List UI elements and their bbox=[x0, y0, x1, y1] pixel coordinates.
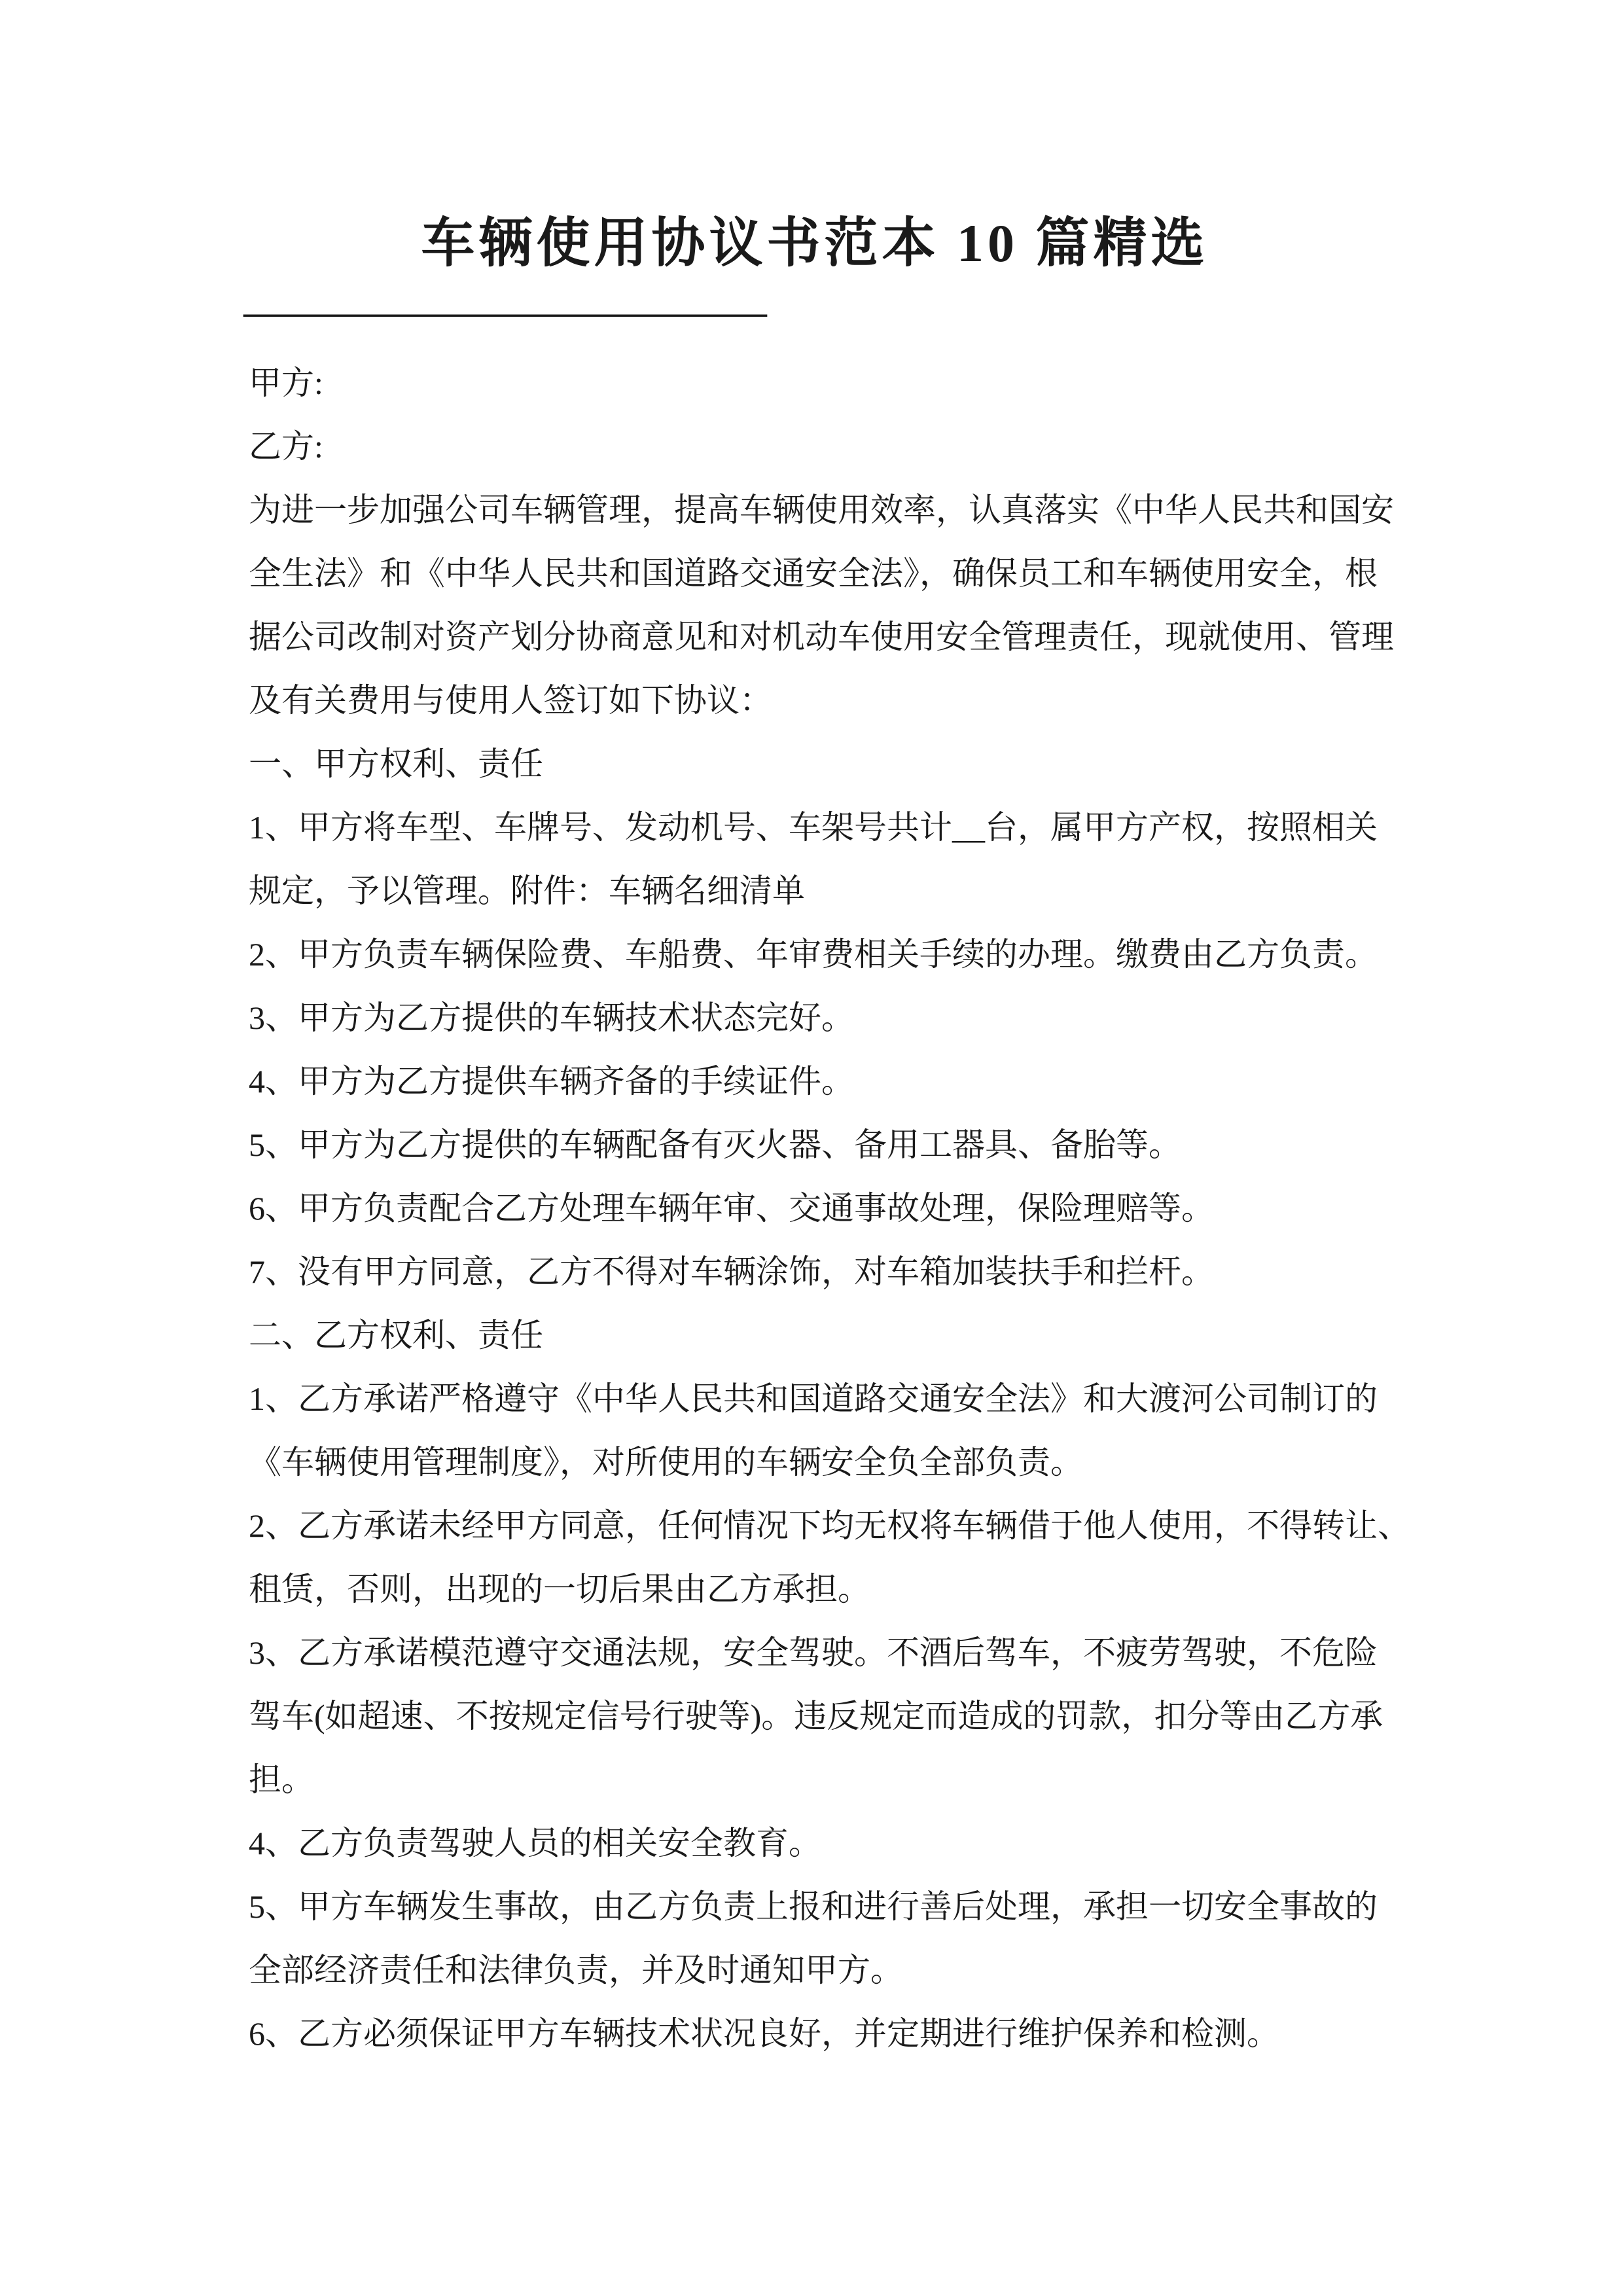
text-line: 担。 bbox=[249, 1761, 314, 1798]
text-line: 3、甲方为乙方提供的车辆技术状态完好。 bbox=[249, 999, 854, 1036]
document-body bbox=[249, 351, 1410, 2066]
text-line: 乙方: bbox=[249, 428, 323, 465]
text-line: 一、甲方权利、责任 bbox=[249, 745, 543, 782]
divider-line: ———————————————— bbox=[243, 294, 767, 331]
text-line: 5、甲方为乙方提供的车辆配备有灭火器、备用工器具、备胎等。 bbox=[249, 1126, 1181, 1163]
text-line: 二、乙方权利、责任 bbox=[249, 1317, 543, 1354]
text-line: 租赁，否则，出现的一切后果由乙方承担。 bbox=[249, 1571, 870, 1607]
text-line: 6、甲方负责配合乙方处理车辆年审、交通事故处理，保险理赔等。 bbox=[249, 1190, 1214, 1227]
text-line: 《车辆使用管理制度》，对所使用的车辆安全负全部负责。 bbox=[249, 1444, 1083, 1480]
text-line: 规定，予以管理。附件：车辆名细清单 bbox=[249, 872, 805, 909]
text-line: 2、甲方负责车辆保险费、车船费、年审费相关手续的办理。缴费由乙方负责。 bbox=[249, 936, 1378, 973]
text-line: 6、乙方必须保证甲方车辆技术状况良好，并定期进行维护保养和检测。 bbox=[249, 2015, 1279, 2052]
text-line: 全部经济责任和法律负责，并及时通知甲方。 bbox=[249, 1952, 903, 1988]
text-line: 4、乙方负责驾驶人员的相关安全教育。 bbox=[249, 1825, 821, 1861]
text-line: 3、乙方承诺模范遵守交通法规，安全驾驶。不酒后驾车，不疲劳驾驶，不危险 bbox=[249, 1634, 1378, 1671]
document-title: 车辆使用协议书范本 10 篇精选 bbox=[421, 213, 1209, 273]
text-line: 为进一步加强公司车辆管理，提高车辆使用效率，认真落实《中华人民共和国安 bbox=[249, 492, 1394, 528]
text-line: 甲方: bbox=[249, 365, 323, 401]
text-line: 1、甲方将车型、车牌号、发动机号、车架号共计__台，属甲方产权，按照相关 bbox=[249, 809, 1378, 846]
text-line: 全生法》和《中华人民共和国道路交通安全法》，确保员工和车辆使用安全，根 bbox=[249, 555, 1378, 592]
text-line: 据公司改制对资产划分协商意见和对机动车使用安全管理责任，现就使用、管理 bbox=[249, 619, 1394, 655]
text-line: 4、甲方为乙方提供车辆齐备的手续证件。 bbox=[249, 1063, 854, 1100]
text-line: 驾车(如超速、不按规定信号行驶等)。违反规定而造成的罚款，扣分等由乙方承 bbox=[249, 1698, 1383, 1734]
text-line: 5、甲方车辆发生事故，由乙方负责上报和进行善后处理，承担一切安全事故的 bbox=[249, 1888, 1378, 1925]
text-line: 1、乙方承诺严格遵守《中华人民共和国道路交通安全法》和大渡河公司制订的 bbox=[249, 1380, 1378, 1417]
text-line: 2、乙方承诺未经甲方同意，任何情况下均无权将车辆借于他人使用，不得转让、 bbox=[249, 1507, 1410, 1544]
text-line: 7、没有甲方同意，乙方不得对车辆涂饰，对车箱加装扶手和拦杆。 bbox=[249, 1253, 1214, 1290]
text-line: 及有关费用与使用人签订如下协议： bbox=[249, 682, 772, 719]
